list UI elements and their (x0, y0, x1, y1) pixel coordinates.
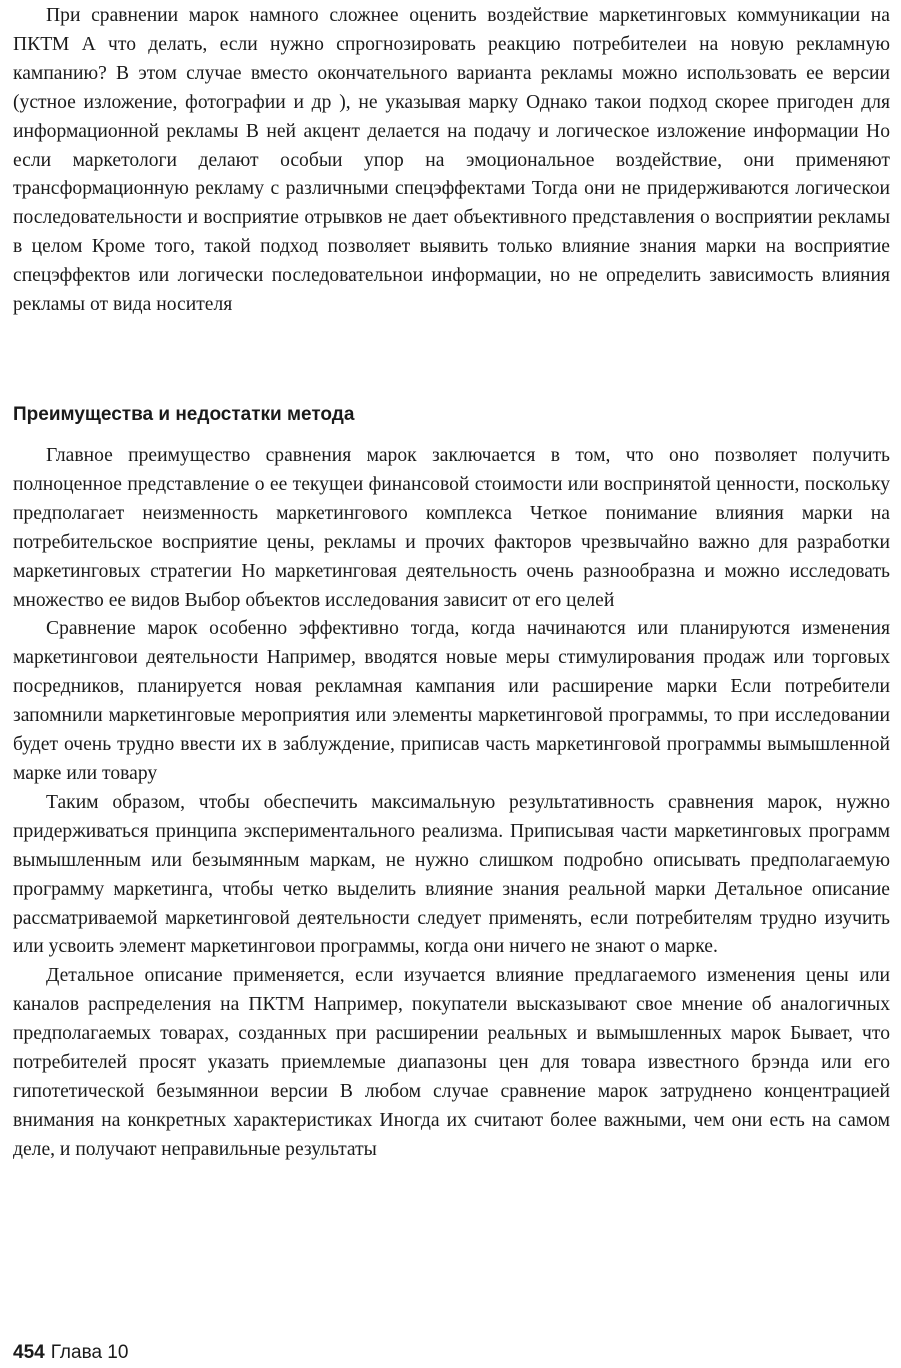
intro-paragraph: При сравнении марок намного сложнее оценить воздействие маркетинговых коммуникации на ПКТМ А что делать, если нужно спрогнозировать реакцию потребителеи на новую рекламную кампанию? В этом случае вместо окончательного варианта рекламы можно использовать ее версии (устное изложение, фотографии и др ), не указывая марку Однако такои подход скорее пригоден для информационной рекламы В ней акцент делается на подачу и логическое изложение информации Но если маркетологи делают особыи упор на эмоциональное воздействие, они применяют трансформационную рекламу с различными спецэффектами Тогда они не придерживаются логическои последовательности и восприятие отрывков не дает объективного представления о восприятии рекламы в целом Кроме того, такой подход позволяет выявить только влияние знания марки на восприятие спецэффектов или логически последовательнои информации, но не определить зависимость влияния рекламы от вида носителя (13, 5, 890, 316)
page-number: 454 (13, 1342, 45, 1363)
section-paragraph-3: Таким образом, чтобы обеспечить максимальную результативность сравнения марок, нужно придерживаться принципа экспериментального реализма. Приписывая части маркетинговых программ вымышленным или безымянным маркам, не нужно слишком подробно описывать предполагаемую программу маркетинга, чтобы четко выделить влияние знания реальной марки Детальное описание рассматриваемой маркетинговой деятельности следует применять, если потребителям трудно изучить или усвоить элемент маркетинговои программы, когда они ничего не знают о марке. (13, 791, 890, 958)
book-page (13, 0, 890, 1368)
section-paragraph-2: Сравнение марок особенно эффективно тогда, когда начинаются или планируются изменения маркетинговои деятельности Например, вводятся новые меры стимулирования продаж или торговых посредников, планируется новая рекламная кампания или расширение марки Если потребители запомнили маркетинговые мероприятия или элементы маркетинговой программы, то при исследовании будет очень трудно ввести их в заблуждение, приписав часть маркетинговой программы вымышленной марке или товару (13, 618, 890, 784)
section-body (13, 442, 890, 1165)
section-paragraph-1: Главное преимущество сравнения марок заключается в том, что оно позволяет получить полноценное представление о ее текущеи финансовой стоимости или воспринятой ценности, поскольку предполагает неизменность маркетингового комплекса Четкое понимание влияния марки на потребительское восприятие цены, рекламы и прочих факторов чрезвычайно важно для разработки маркетинговых стратегии Но маркетинговая деятельность очень разнообразна и можно исследовать множество ее видов Выбор объектов исследования зависит от его целей (13, 445, 890, 611)
section-heading: Преимущества и недостатки метода (13, 404, 355, 425)
page-footer (13, 1341, 128, 1365)
chapter-label: Глава 10 (50, 1342, 129, 1363)
section-paragraph-4: Детальное описание применяется, если изучается влияние предлагаемого изменения цены или каналов распределения на ПКТМ Например, покупатели высказывают свое мнение об аналогичных предполагаемых товарах, созданных при расширении реальных и вымышленных марок Бывает, что потребителей просят указать приемлемые диапазоны цен для товара известного брэнда или его гипотетической безымяннои версии В любом случае сравнение марок затруднено концентрацией внимания на конкретных характеристиках Иногда их считают более важными, чем они есть на самом деле, и получают неправильные результаты (13, 965, 890, 1160)
